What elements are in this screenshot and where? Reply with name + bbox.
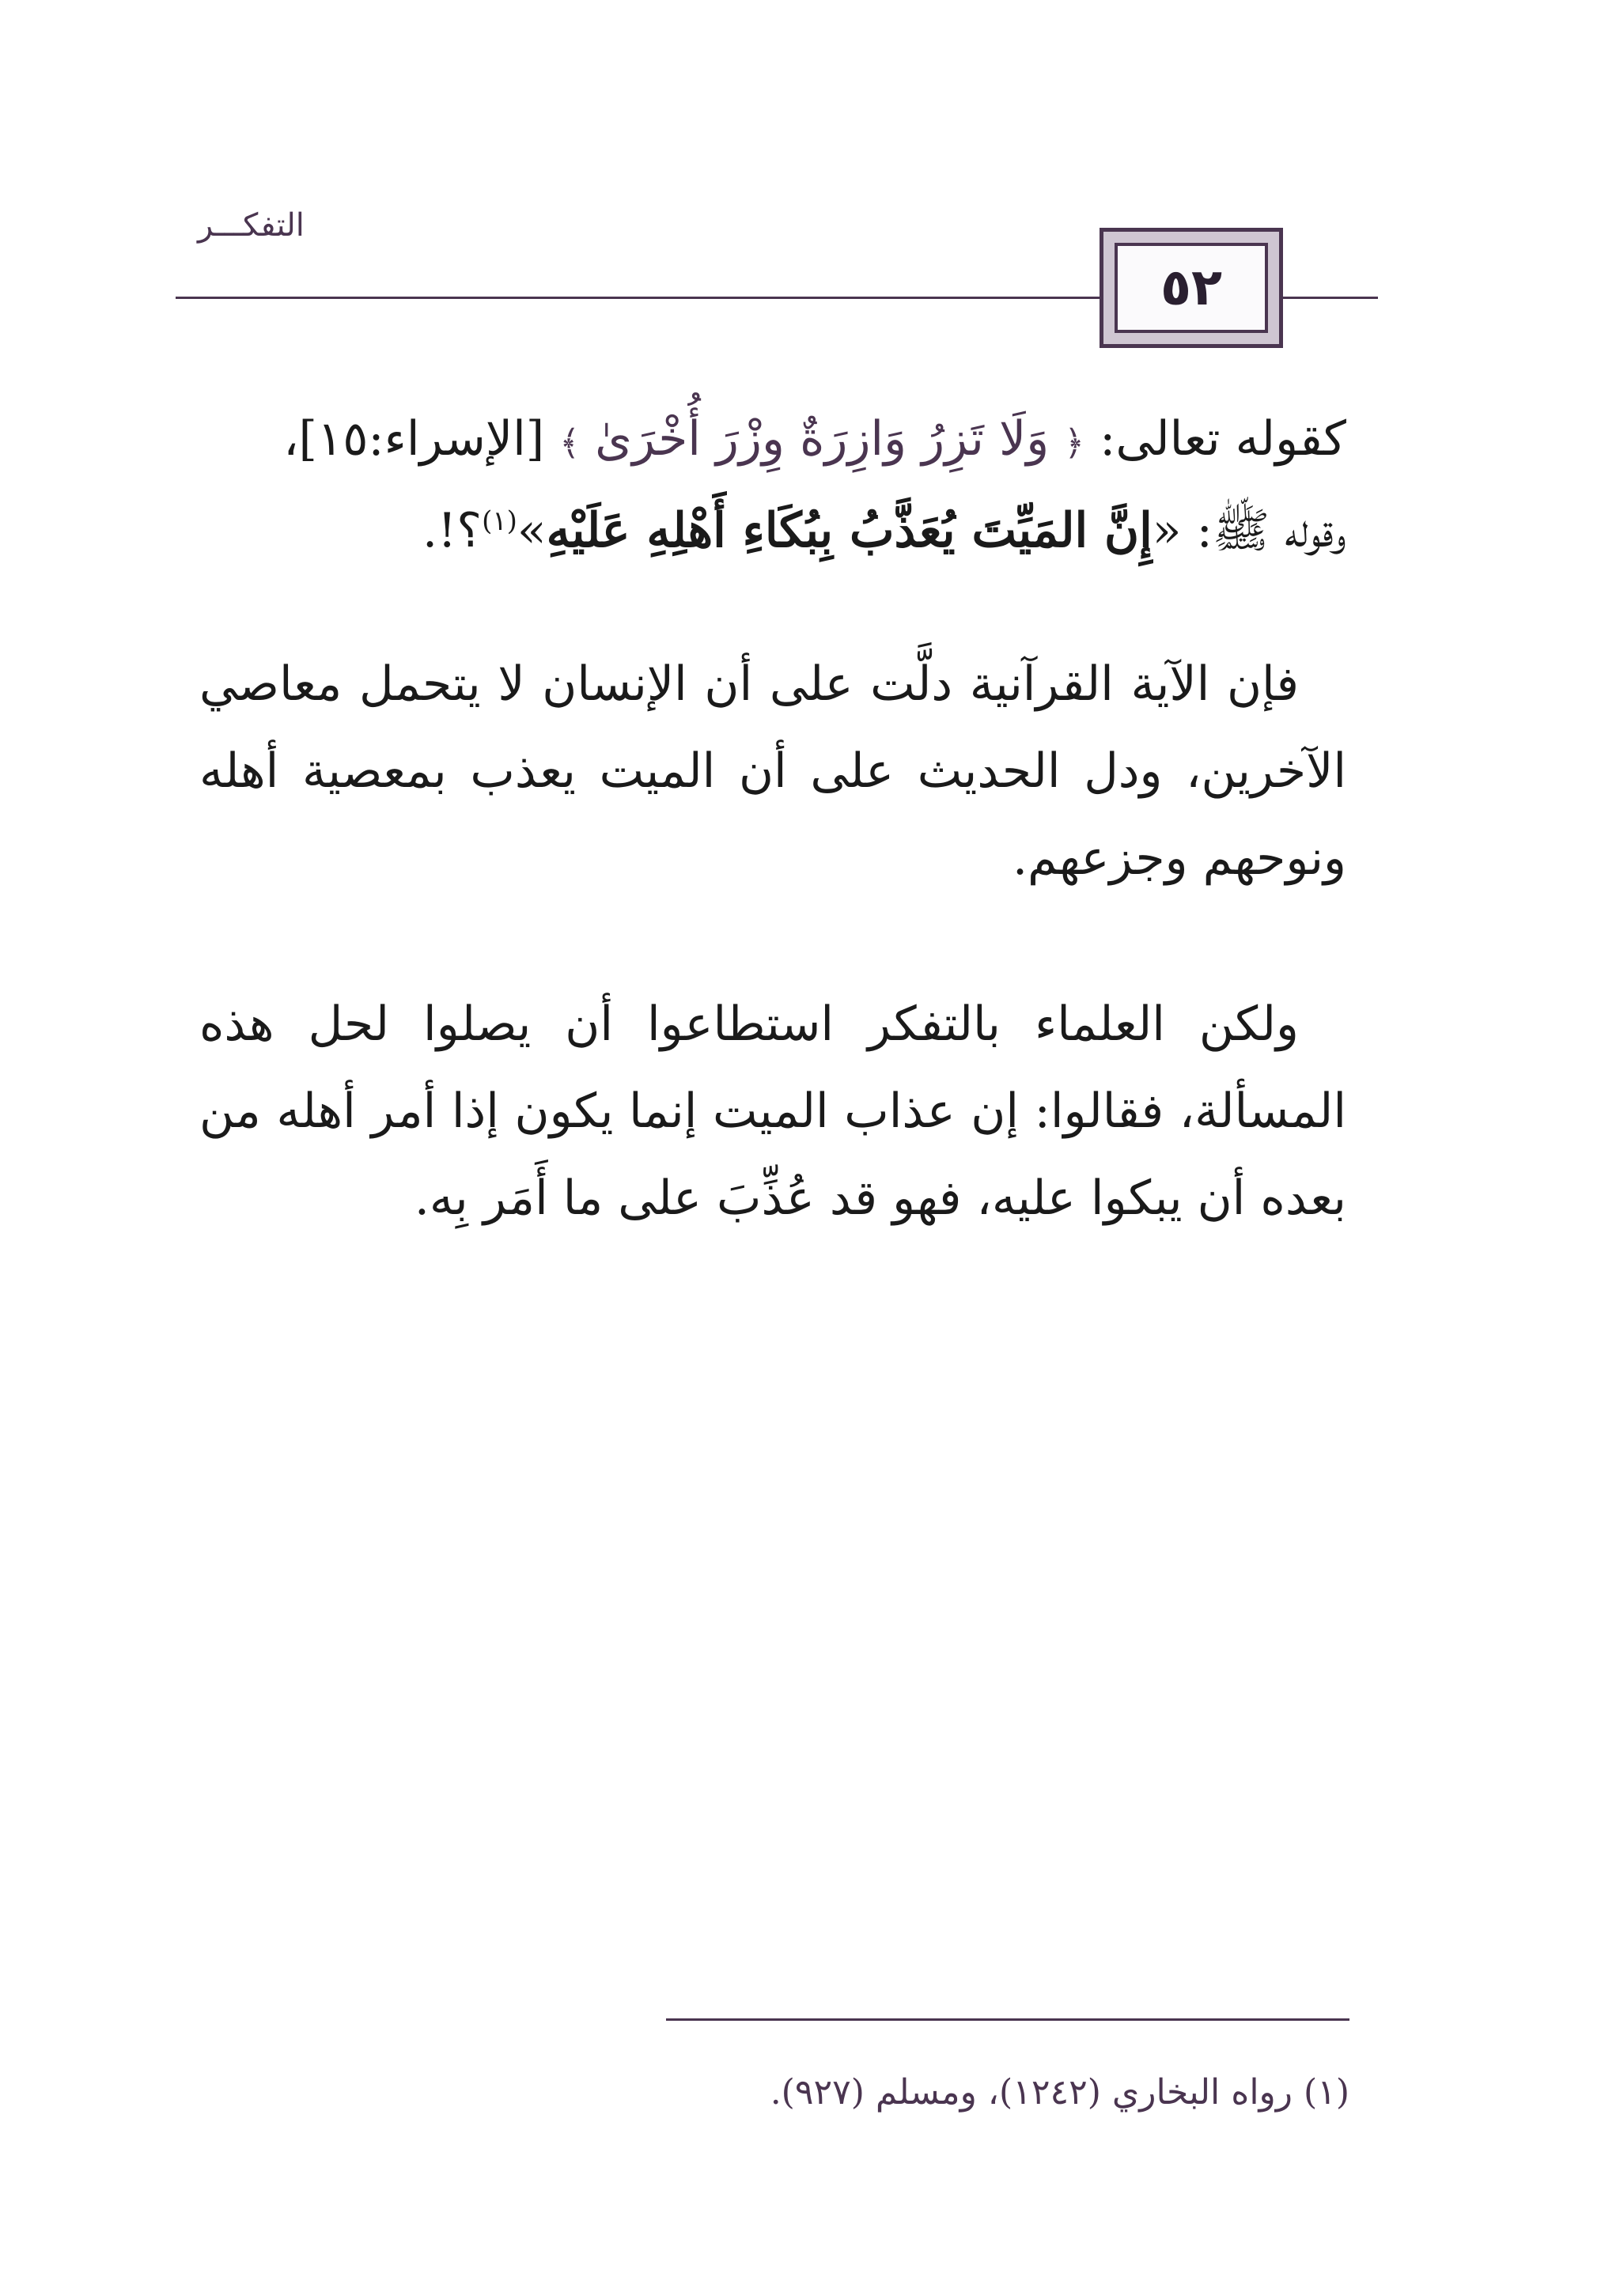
footnote-1: (١) رواه البخاري (١٢٤٢)، ومسلم (٩٢٧).	[770, 2072, 1349, 2113]
quote-open: «	[1152, 503, 1182, 558]
hadith-line-end: ؟!.	[422, 503, 483, 558]
page-number: ٥٢	[1160, 259, 1223, 317]
paragraph-text: ولكن العلماء بالتفكر استطاعوا أن يصلوا لحل هذه المسألة، فقالوا: إن عذاب الميت إنما يكون إذا أمر أهله من بعده أن يبكوا عليه، فهو قد عُذِّبَ على ما أَمَر بِه.	[199, 997, 1346, 1226]
quran-verse: وَلَا تَزِرُ وَازِرَةٌ وِزْرَ أُخْرَىٰ	[595, 411, 1050, 467]
hadith-line	[199, 487, 1346, 574]
footnote-separator	[666, 2018, 1349, 2021]
ornament-open-icon: ﴿	[1064, 423, 1085, 463]
running-title: التفكـــر	[198, 207, 305, 244]
hadith-intro: وقوله ﷺ:	[1196, 503, 1346, 558]
paragraph-1	[199, 641, 1346, 902]
paragraph-text: فإن الآية القرآنية دلَّت على أن الإنسان لا يتحمل معاصي الآخرين، ودل الحديث على أن الميت يعذب بمعصية أهله ونوحهم وجزعهم.	[199, 656, 1346, 886]
footnote-reference[interactable]: (١)	[482, 505, 517, 537]
header-rule-left	[176, 297, 1101, 299]
header-rule-right	[1281, 297, 1378, 299]
verse-hadith-block	[199, 395, 1346, 574]
verse-intro: كقوله تعالى:	[1100, 411, 1346, 467]
paragraph-2	[199, 981, 1346, 1242]
verse-line	[199, 395, 1346, 487]
verse-citation: [الإسراء:١٥]،	[283, 411, 545, 467]
page-number-box-inner	[1115, 243, 1268, 333]
quote-close: »	[517, 503, 547, 558]
hadith-text: إِنَّ المَيِّتَ يُعَذَّبُ بِبُكَاءِ أَهْلِهِ عَلَيْهِ	[546, 503, 1153, 558]
ornament-close-icon: ﴾	[559, 423, 581, 463]
page-number-box	[1100, 228, 1283, 348]
